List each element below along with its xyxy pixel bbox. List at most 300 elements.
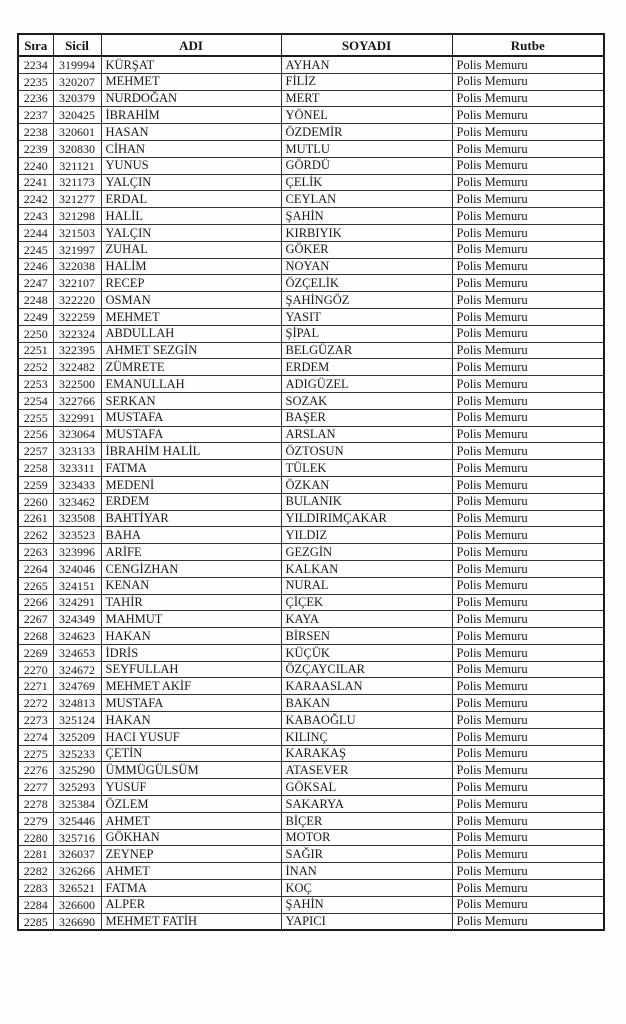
- cell-sira: 2253: [18, 376, 53, 393]
- cell-adi: ÜMMÜGÜLSÜM: [101, 762, 281, 779]
- cell-adi: KENAN: [101, 577, 281, 594]
- cell-sicil: 324623: [53, 628, 101, 645]
- cell-sicil: 325446: [53, 812, 101, 829]
- table-body: [18, 56, 604, 930]
- cell-rutbe: Polis Memuru: [452, 392, 604, 409]
- cell-soyadi: GÖKSAL: [281, 779, 452, 796]
- cell-rutbe: Polis Memuru: [452, 476, 604, 493]
- table-row: [18, 846, 604, 863]
- table-row: [18, 762, 604, 779]
- table-row: [18, 829, 604, 846]
- column-header-sira: Sıra: [18, 34, 53, 56]
- table-row: [18, 661, 604, 678]
- cell-soyadi: NURAL: [281, 577, 452, 594]
- cell-rutbe: Polis Memuru: [452, 510, 604, 527]
- cell-rutbe: Polis Memuru: [452, 779, 604, 796]
- table-row: [18, 594, 604, 611]
- cell-sira: 2254: [18, 392, 53, 409]
- cell-soyadi: YAPICI: [281, 913, 452, 930]
- cell-soyadi: BAŞER: [281, 409, 452, 426]
- cell-soyadi: MUTLU: [281, 140, 452, 157]
- cell-sicil: 325384: [53, 796, 101, 813]
- cell-adi: ERDAL: [101, 191, 281, 208]
- table-row: [18, 191, 604, 208]
- personnel-table: [17, 33, 605, 931]
- cell-soyadi: YASIT: [281, 308, 452, 325]
- cell-adi: ERDEM: [101, 493, 281, 510]
- cell-rutbe: Polis Memuru: [452, 174, 604, 191]
- cell-rutbe: Polis Memuru: [452, 107, 604, 124]
- cell-adi: MUSTAFA: [101, 426, 281, 443]
- table-row: [18, 443, 604, 460]
- cell-sicil: 320379: [53, 90, 101, 107]
- table-row: [18, 124, 604, 141]
- cell-sicil: 321121: [53, 157, 101, 174]
- cell-sira: 2271: [18, 678, 53, 695]
- cell-rutbe: Polis Memuru: [452, 728, 604, 745]
- cell-soyadi: FİLİZ: [281, 73, 452, 90]
- cell-adi: OSMAN: [101, 292, 281, 309]
- cell-soyadi: ÇELİK: [281, 174, 452, 191]
- cell-sira: 2264: [18, 560, 53, 577]
- cell-sira: 2267: [18, 611, 53, 628]
- table-row: [18, 880, 604, 897]
- cell-adi: AHMET: [101, 863, 281, 880]
- cell-sira: 2247: [18, 275, 53, 292]
- cell-soyadi: TÜLEK: [281, 460, 452, 477]
- cell-sira: 2275: [18, 745, 53, 762]
- cell-sira: 2260: [18, 493, 53, 510]
- cell-sicil: 324672: [53, 661, 101, 678]
- table-row: [18, 779, 604, 796]
- table-row: [18, 140, 604, 157]
- cell-soyadi: MERT: [281, 90, 452, 107]
- cell-rutbe: Polis Memuru: [452, 208, 604, 225]
- cell-sira: 2249: [18, 308, 53, 325]
- cell-soyadi: ÖZKAN: [281, 476, 452, 493]
- cell-sira: 2277: [18, 779, 53, 796]
- cell-adi: MUSTAFA: [101, 409, 281, 426]
- cell-adi: AHMET SEZGİN: [101, 342, 281, 359]
- cell-adi: HASAN: [101, 124, 281, 141]
- table-row: [18, 628, 604, 645]
- cell-adi: İDRİS: [101, 644, 281, 661]
- cell-soyadi: MOTOR: [281, 829, 452, 846]
- cell-soyadi: ÖZÇELİK: [281, 275, 452, 292]
- table-row: [18, 258, 604, 275]
- table-row: [18, 476, 604, 493]
- cell-adi: MEHMET: [101, 73, 281, 90]
- cell-sicil: 325290: [53, 762, 101, 779]
- table-row: [18, 325, 604, 342]
- table-row: [18, 107, 604, 124]
- cell-sicil: 325293: [53, 779, 101, 796]
- table-row: [18, 577, 604, 594]
- column-header-sicil: Sicil: [53, 34, 101, 56]
- table-row: [18, 174, 604, 191]
- cell-sicil: 320601: [53, 124, 101, 141]
- cell-soyadi: KIRBIYIK: [281, 224, 452, 241]
- column-header-soyadi: SOYADI: [281, 34, 452, 56]
- cell-sicil: 324291: [53, 594, 101, 611]
- cell-sira: 2248: [18, 292, 53, 309]
- cell-adi: HAKAN: [101, 712, 281, 729]
- cell-rutbe: Polis Memuru: [452, 460, 604, 477]
- table-row: [18, 896, 604, 913]
- cell-sicil: 326690: [53, 913, 101, 930]
- cell-sira: 2282: [18, 863, 53, 880]
- table-row: [18, 208, 604, 225]
- cell-soyadi: ÖZÇAYCILAR: [281, 661, 452, 678]
- cell-soyadi: KARAASLAN: [281, 678, 452, 695]
- cell-adi: TAHİR: [101, 594, 281, 611]
- cell-adi: MEHMET AKİF: [101, 678, 281, 695]
- cell-soyadi: KAYA: [281, 611, 452, 628]
- cell-sicil: 322482: [53, 359, 101, 376]
- cell-sira: 2284: [18, 896, 53, 913]
- cell-sicil: 326037: [53, 846, 101, 863]
- cell-rutbe: Polis Memuru: [452, 896, 604, 913]
- cell-sicil: 320207: [53, 73, 101, 90]
- cell-sicil: 325233: [53, 745, 101, 762]
- cell-sicil: 322107: [53, 275, 101, 292]
- cell-adi: HALİM: [101, 258, 281, 275]
- cell-sira: 2240: [18, 157, 53, 174]
- cell-adi: BAHA: [101, 527, 281, 544]
- cell-sicil: 322220: [53, 292, 101, 309]
- cell-sicil: 322991: [53, 409, 101, 426]
- cell-soyadi: ATASEVER: [281, 762, 452, 779]
- cell-rutbe: Polis Memuru: [452, 678, 604, 695]
- cell-rutbe: Polis Memuru: [452, 325, 604, 342]
- cell-rutbe: Polis Memuru: [452, 644, 604, 661]
- cell-rutbe: Polis Memuru: [452, 863, 604, 880]
- cell-sicil: 321277: [53, 191, 101, 208]
- cell-sicil: 321503: [53, 224, 101, 241]
- cell-sira: 2257: [18, 443, 53, 460]
- table-row: [18, 157, 604, 174]
- cell-rutbe: Polis Memuru: [452, 409, 604, 426]
- cell-sicil: 319994: [53, 56, 101, 73]
- cell-adi: ZUHAL: [101, 241, 281, 258]
- cell-sira: 2261: [18, 510, 53, 527]
- cell-sicil: 323508: [53, 510, 101, 527]
- cell-soyadi: ŞAHİN: [281, 896, 452, 913]
- cell-sira: 2280: [18, 829, 53, 846]
- cell-sicil: 324813: [53, 695, 101, 712]
- cell-sira: 2278: [18, 796, 53, 813]
- cell-sicil: 323996: [53, 544, 101, 561]
- cell-sira: 2279: [18, 812, 53, 829]
- cell-sicil: 325716: [53, 829, 101, 846]
- cell-rutbe: Polis Memuru: [452, 376, 604, 393]
- cell-rutbe: Polis Memuru: [452, 762, 604, 779]
- cell-sira: 2272: [18, 695, 53, 712]
- cell-adi: YUNUS: [101, 157, 281, 174]
- cell-sira: 2242: [18, 191, 53, 208]
- cell-soyadi: YILDIZ: [281, 527, 452, 544]
- cell-soyadi: ŞİPAL: [281, 325, 452, 342]
- cell-soyadi: BİRSEN: [281, 628, 452, 645]
- table-row: [18, 392, 604, 409]
- table-row: [18, 493, 604, 510]
- cell-rutbe: Polis Memuru: [452, 594, 604, 611]
- cell-adi: ZEYNEP: [101, 846, 281, 863]
- cell-soyadi: KABAOĞLU: [281, 712, 452, 729]
- cell-sira: 2234: [18, 56, 53, 73]
- cell-soyadi: ERDEM: [281, 359, 452, 376]
- cell-adi: GÖKHAN: [101, 829, 281, 846]
- cell-sira: 2276: [18, 762, 53, 779]
- cell-adi: MEHMET: [101, 308, 281, 325]
- cell-sira: 2251: [18, 342, 53, 359]
- table-row: [18, 224, 604, 241]
- cell-soyadi: KARAKAŞ: [281, 745, 452, 762]
- table-row: [18, 611, 604, 628]
- cell-sira: 2265: [18, 577, 53, 594]
- table-row: [18, 812, 604, 829]
- cell-adi: HACI YUSUF: [101, 728, 281, 745]
- cell-rutbe: Polis Memuru: [452, 292, 604, 309]
- cell-adi: MAHMUT: [101, 611, 281, 628]
- cell-soyadi: NOYAN: [281, 258, 452, 275]
- cell-soyadi: ADIGÜZEL: [281, 376, 452, 393]
- cell-sicil: 323133: [53, 443, 101, 460]
- cell-sicil: 322324: [53, 325, 101, 342]
- cell-soyadi: SAĞIR: [281, 846, 452, 863]
- cell-adi: ZÜMRETE: [101, 359, 281, 376]
- cell-rutbe: Polis Memuru: [452, 308, 604, 325]
- table-row: [18, 796, 604, 813]
- table-row: [18, 544, 604, 561]
- cell-rutbe: Polis Memuru: [452, 275, 604, 292]
- cell-soyadi: AYHAN: [281, 56, 452, 73]
- cell-adi: RECEP: [101, 275, 281, 292]
- cell-adi: YALÇIN: [101, 224, 281, 241]
- table-row: [18, 527, 604, 544]
- cell-rutbe: Polis Memuru: [452, 342, 604, 359]
- cell-adi: İBRAHİM HALİL: [101, 443, 281, 460]
- cell-sicil: 321173: [53, 174, 101, 191]
- cell-rutbe: Polis Memuru: [452, 258, 604, 275]
- table-row: [18, 342, 604, 359]
- cell-adi: HALİL: [101, 208, 281, 225]
- cell-sira: 2244: [18, 224, 53, 241]
- cell-sicil: 324769: [53, 678, 101, 695]
- cell-adi: SEYFULLAH: [101, 661, 281, 678]
- cell-adi: MEHMET FATİH: [101, 913, 281, 930]
- cell-sicil: 322395: [53, 342, 101, 359]
- cell-sira: 2238: [18, 124, 53, 141]
- table-row: [18, 308, 604, 325]
- cell-sira: 2245: [18, 241, 53, 258]
- cell-rutbe: Polis Memuru: [452, 493, 604, 510]
- cell-adi: AHMET: [101, 812, 281, 829]
- cell-sicil: 323064: [53, 426, 101, 443]
- cell-sicil: 325124: [53, 712, 101, 729]
- table-row: [18, 695, 604, 712]
- cell-sira: 2283: [18, 880, 53, 897]
- cell-adi: FATMA: [101, 880, 281, 897]
- cell-soyadi: SOZAK: [281, 392, 452, 409]
- cell-rutbe: Polis Memuru: [452, 443, 604, 460]
- cell-adi: YALÇIN: [101, 174, 281, 191]
- cell-rutbe: Polis Memuru: [452, 157, 604, 174]
- cell-rutbe: Polis Memuru: [452, 73, 604, 90]
- cell-sira: 2239: [18, 140, 53, 157]
- cell-rutbe: Polis Memuru: [452, 695, 604, 712]
- cell-soyadi: ÇİÇEK: [281, 594, 452, 611]
- table-row: [18, 913, 604, 930]
- cell-soyadi: BAKAN: [281, 695, 452, 712]
- cell-rutbe: Polis Memuru: [452, 140, 604, 157]
- cell-adi: CİHAN: [101, 140, 281, 157]
- cell-soyadi: BİÇER: [281, 812, 452, 829]
- cell-sicil: 324349: [53, 611, 101, 628]
- cell-adi: ÇETİN: [101, 745, 281, 762]
- cell-sicil: 320830: [53, 140, 101, 157]
- table-row: [18, 712, 604, 729]
- cell-rutbe: Polis Memuru: [452, 812, 604, 829]
- cell-soyadi: BULANIK: [281, 493, 452, 510]
- cell-sicil: 323523: [53, 527, 101, 544]
- cell-sira: 2237: [18, 107, 53, 124]
- table-row: [18, 359, 604, 376]
- cell-soyadi: KALKAN: [281, 560, 452, 577]
- cell-rutbe: Polis Memuru: [452, 191, 604, 208]
- column-header-rutbe: Rutbe: [452, 34, 604, 56]
- cell-sicil: 324046: [53, 560, 101, 577]
- cell-sicil: 322038: [53, 258, 101, 275]
- cell-soyadi: ARSLAN: [281, 426, 452, 443]
- cell-soyadi: KÜÇÜK: [281, 644, 452, 661]
- cell-rutbe: Polis Memuru: [452, 661, 604, 678]
- cell-rutbe: Polis Memuru: [452, 846, 604, 863]
- cell-adi: ALPER: [101, 896, 281, 913]
- cell-sira: 2281: [18, 846, 53, 863]
- table-row: [18, 376, 604, 393]
- cell-rutbe: Polis Memuru: [452, 796, 604, 813]
- table-row: [18, 241, 604, 258]
- cell-rutbe: Polis Memuru: [452, 90, 604, 107]
- table-row: [18, 863, 604, 880]
- cell-rutbe: Polis Memuru: [452, 829, 604, 846]
- table-row: [18, 426, 604, 443]
- cell-sira: 2243: [18, 208, 53, 225]
- cell-adi: EMANULLAH: [101, 376, 281, 393]
- cell-sicil: 325209: [53, 728, 101, 745]
- cell-sira: 2236: [18, 90, 53, 107]
- cell-sicil: 323311: [53, 460, 101, 477]
- table-row: [18, 678, 604, 695]
- cell-rutbe: Polis Memuru: [452, 880, 604, 897]
- cell-sicil: 321298: [53, 208, 101, 225]
- cell-rutbe: Polis Memuru: [452, 577, 604, 594]
- table-row: [18, 90, 604, 107]
- table-row: [18, 460, 604, 477]
- cell-rutbe: Polis Memuru: [452, 611, 604, 628]
- cell-sira: 2263: [18, 544, 53, 561]
- cell-rutbe: Polis Memuru: [452, 913, 604, 930]
- table-row: [18, 275, 604, 292]
- cell-sicil: 322766: [53, 392, 101, 409]
- table-row: [18, 409, 604, 426]
- cell-adi: MEDENİ: [101, 476, 281, 493]
- cell-rutbe: Polis Memuru: [452, 745, 604, 762]
- cell-sira: 2285: [18, 913, 53, 930]
- cell-sira: 2268: [18, 628, 53, 645]
- cell-soyadi: GEZGİN: [281, 544, 452, 561]
- cell-rutbe: Polis Memuru: [452, 241, 604, 258]
- cell-sira: 2255: [18, 409, 53, 426]
- cell-sicil: 321997: [53, 241, 101, 258]
- cell-rutbe: Polis Memuru: [452, 560, 604, 577]
- cell-adi: ARİFE: [101, 544, 281, 561]
- cell-rutbe: Polis Memuru: [452, 426, 604, 443]
- cell-soyadi: GÖRDÜ: [281, 157, 452, 174]
- cell-sicil: 320425: [53, 107, 101, 124]
- cell-soyadi: SAKARYA: [281, 796, 452, 813]
- cell-rutbe: Polis Memuru: [452, 527, 604, 544]
- cell-sira: 2262: [18, 527, 53, 544]
- column-header-adi: ADI: [101, 34, 281, 56]
- cell-sicil: 323433: [53, 476, 101, 493]
- cell-soyadi: İNAN: [281, 863, 452, 880]
- cell-sicil: 322259: [53, 308, 101, 325]
- cell-soyadi: YÖNEL: [281, 107, 452, 124]
- cell-adi: FATMA: [101, 460, 281, 477]
- cell-sicil: 326600: [53, 896, 101, 913]
- cell-adi: HAKAN: [101, 628, 281, 645]
- cell-adi: CENGİZHAN: [101, 560, 281, 577]
- cell-adi: YUSUF: [101, 779, 281, 796]
- cell-soyadi: ŞAHİNGÖZ: [281, 292, 452, 309]
- cell-soyadi: KOÇ: [281, 880, 452, 897]
- table-header: [18, 34, 604, 56]
- cell-soyadi: ÖZTOSUN: [281, 443, 452, 460]
- cell-sicil: 326266: [53, 863, 101, 880]
- cell-rutbe: Polis Memuru: [452, 628, 604, 645]
- cell-sira: 2274: [18, 728, 53, 745]
- table-row: [18, 728, 604, 745]
- cell-sira: 2273: [18, 712, 53, 729]
- cell-adi: BAHTİYAR: [101, 510, 281, 527]
- cell-adi: ÖZLEM: [101, 796, 281, 813]
- cell-sira: 2258: [18, 460, 53, 477]
- cell-rutbe: Polis Memuru: [452, 224, 604, 241]
- cell-sira: 2269: [18, 644, 53, 661]
- header-row: [18, 34, 604, 56]
- cell-adi: KÜRŞAT: [101, 56, 281, 73]
- cell-sira: 2256: [18, 426, 53, 443]
- table-row: [18, 560, 604, 577]
- cell-sira: 2235: [18, 73, 53, 90]
- cell-soyadi: YILDIRIMÇAKAR: [281, 510, 452, 527]
- table-row: [18, 510, 604, 527]
- cell-soyadi: KILINÇ: [281, 728, 452, 745]
- cell-sira: 2266: [18, 594, 53, 611]
- cell-soyadi: ŞAHİN: [281, 208, 452, 225]
- cell-sicil: 324653: [53, 644, 101, 661]
- cell-sira: 2259: [18, 476, 53, 493]
- cell-adi: NURDOĞAN: [101, 90, 281, 107]
- table-row: [18, 644, 604, 661]
- cell-adi: İBRAHİM: [101, 107, 281, 124]
- cell-rutbe: Polis Memuru: [452, 56, 604, 73]
- table-row: [18, 56, 604, 73]
- cell-sira: 2246: [18, 258, 53, 275]
- table-row: [18, 292, 604, 309]
